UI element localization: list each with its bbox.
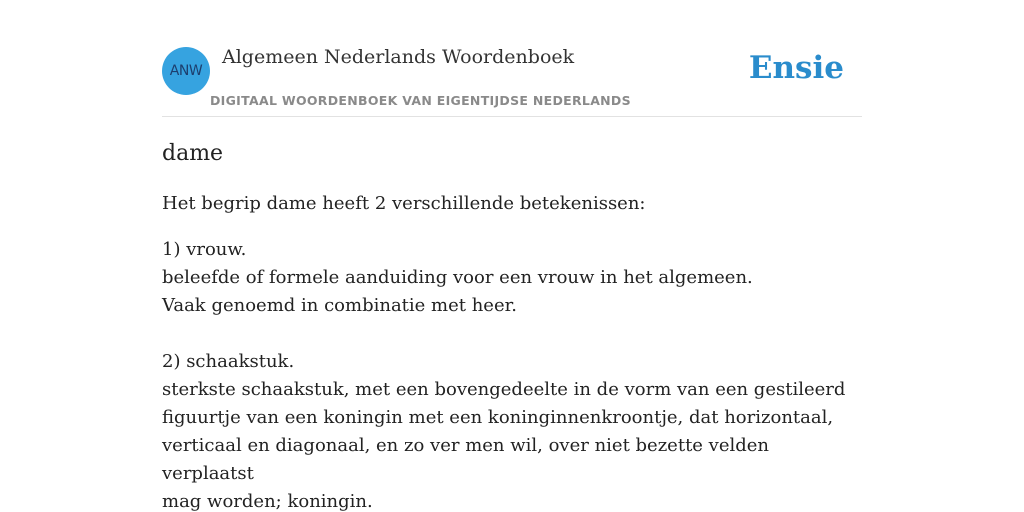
anw-logo[interactable] <box>162 47 210 95</box>
anw-logo-text: ANW <box>169 63 203 79</box>
meaning-line: beleefde of formele aanduiding voor een vrouw in het algemeen. <box>162 267 753 288</box>
ensie-brand-link[interactable]: Ensie <box>748 50 844 86</box>
meaning-heading: 1) vrouw. <box>162 239 247 260</box>
site-header <box>162 46 862 117</box>
meaning-spacer <box>162 320 862 348</box>
meaning-line: mag worden; koningin. <box>162 491 373 512</box>
meaning-line: sterkste schaakstuk, met een bovengedeelte in de vorm van een gestileerd <box>162 379 846 400</box>
meaning-1 <box>162 236 862 320</box>
meaning-line: Vaak genoemd in combinatie met heer. <box>162 295 517 316</box>
entry-content <box>162 138 862 512</box>
meaning-line: verticaal en diagonaal, en zo ver men wil, over niet bezette velden verplaatst <box>162 435 770 484</box>
meaning-line: figuurtje van een koningin met een koninginnenkroontje, dat horizontaal, <box>162 407 834 428</box>
meaning-heading: 2) schaakstuk. <box>162 351 295 372</box>
site-title: Algemeen Nederlands Woordenboek <box>222 46 575 68</box>
site-subtitle: DIGITAAL WOORDENBOEK VAN EIGENTIJDSE NEDERLANDS <box>210 93 631 108</box>
entry-intro: Het begrip dame heeft 2 verschillende betekenissen: <box>162 193 646 214</box>
entry-word: dame <box>162 141 224 166</box>
meaning-2 <box>162 348 862 512</box>
